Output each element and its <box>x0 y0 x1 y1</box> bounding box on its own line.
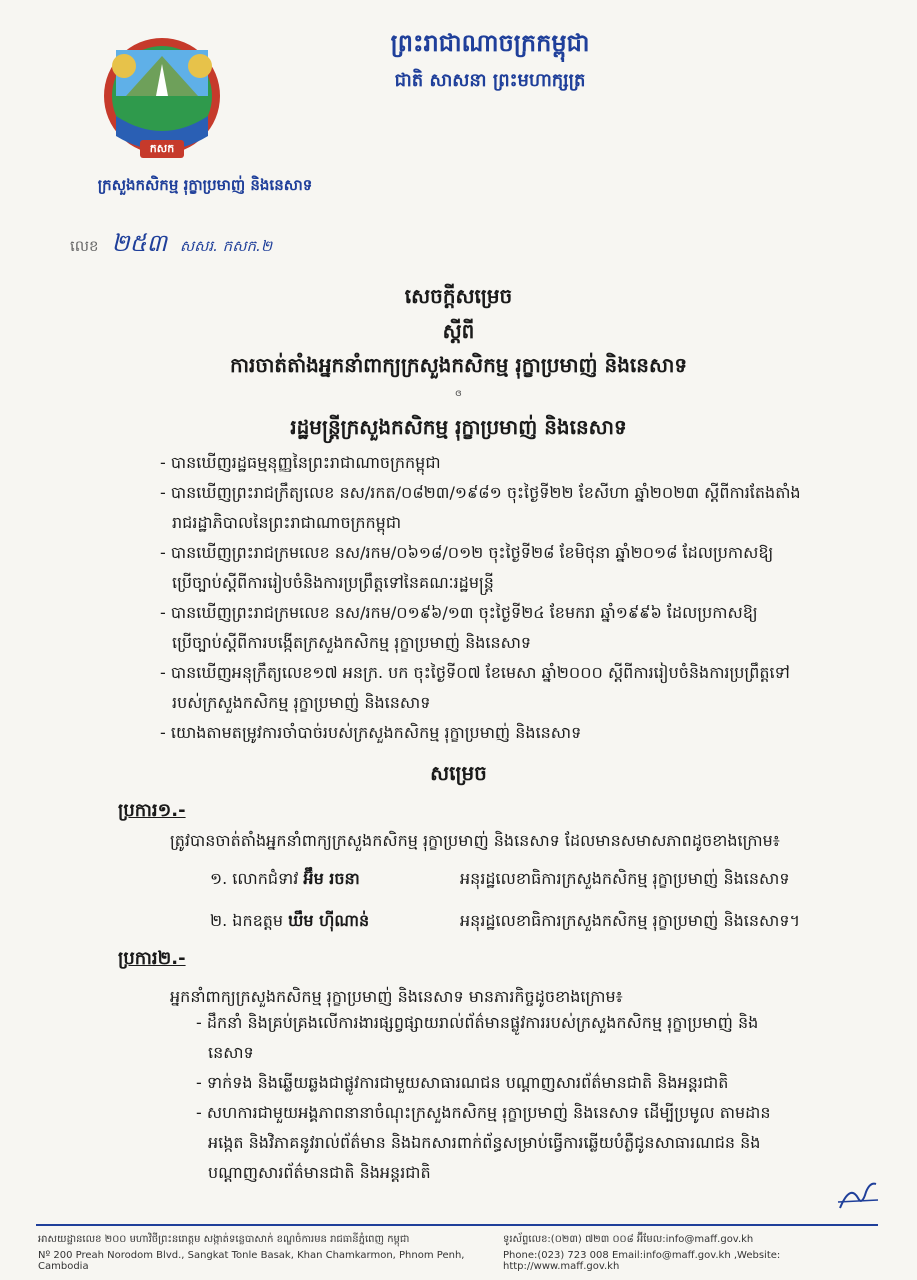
footer-contact-kh: ទូរស័ព្ទលេខ:(០២៣) ៧២៣ ០០៨ អ៊ីមែល:info@maff.gov.kh <box>503 1234 754 1245</box>
member-name: ឃឹម ហ៊ីណាន់ <box>288 911 370 930</box>
kingdom-title: ព្រះរាជាណាចក្រកម្ពុជា <box>390 29 590 57</box>
duty-item-cont: បណ្តាញសារព័ត៌មានជាតិ និងអន្តរជាតិ <box>208 1163 431 1182</box>
article1-label: ប្រការ១.- <box>118 800 186 821</box>
preamble-item-cont: ប្រើច្បាប់ស្តីពីការបង្កើតក្រសួងកសិកម្ម រុក្ខាប្រមាញ់ និងនេសាទ <box>172 633 532 652</box>
authority-title: រដ្ឋមន្ត្រីក្រសួងកសិកម្ម រុក្ខាប្រមាញ់ និងនេសាទ <box>290 415 627 439</box>
reference-number: ២៥៣ <box>111 229 168 257</box>
duty-item: - ដឹកនាំ និងគ្រប់គ្រងលើការងារផ្សព្វផ្សាយរាល់ព័ត៌មានផ្លូវការរបស់ក្រសួងកសិកម្ម រុក្ខាប្រមាញ់ និង <box>196 1008 876 1038</box>
logo-text: កសក <box>149 142 175 155</box>
footer-address-en: Nº 200 Preah Norodom Blvd., Sangkat Tonle Basak, Khan Chamkarmon, Phnom Penh, Cambodia <box>38 1250 465 1272</box>
preamble-item: - បានឃើញអនុក្រឹត្យលេខ១៧ អនក្រ. បក ចុះថ្ងៃទី០៧ ខែមេសា ឆ្នាំ២០០០ ស្តីពីការរៀបចំនិងការប្រព្រឹត្តទៅ <box>160 658 860 688</box>
preamble-item-cont: របស់ក្រសួងកសិកម្ម រុក្ខាប្រមាញ់ និងនេសាទ <box>172 693 431 712</box>
decision-title: សេចក្តីសម្រេច <box>404 284 513 308</box>
footer-contact-en: Phone:(023) 723 008 Email:info@maff.gov.kh ,Website: http://www.maff.gov.kh <box>503 1250 781 1272</box>
preamble-item-cont: ប្រើច្បាប់ស្តីពីការរៀបចំនិងការប្រព្រឹត្តទៅនៃគណៈរដ្ឋមន្ត្រី <box>172 573 494 592</box>
ministry-logo <box>96 36 228 164</box>
member-role: អនុរដ្ឋលេខាធិការក្រសួងកសិកម្ម រុក្ខាប្រមាញ់ និងនេសាទ <box>460 869 790 888</box>
decision-about: ស្តីពី <box>442 319 475 343</box>
decision-heading: សម្រេច <box>430 761 487 785</box>
member-name: អ៊ឹម រចនា <box>303 869 360 888</box>
preamble-item: - បានឃើញព្រះរាជក្រឹត្យលេខ នស/រកត/០៨២៣/១៩៨១ ចុះថ្ងៃទី២២ ខែសីហា ឆ្នាំ២០២៣ ស្តីពីការតែងតាំង <box>160 478 860 508</box>
preamble-item: - បានឃើញព្រះរាជក្រមលេខ នស/រកម/០៦១៨/០១២ ចុះថ្ងៃទី២៨ ខែមិថុនា ឆ្នាំ២០១៨ ដែលប្រកាសឱ្យ <box>160 538 860 568</box>
title-ornament: ɞ <box>455 388 462 399</box>
preamble <box>160 448 860 748</box>
article1-text: ត្រូវបានចាត់តាំងអ្នកនាំពាក្យក្រសួងកសិកម្ម រុក្ខាប្រមាញ់ និងនេសាទ ដែលមានសមាសភាពដូចខាងក្រោម៖ <box>170 831 780 850</box>
duty-item: - សហការជាមួយអង្គភាពនានាចំណុះក្រសួងកសិកម្ម រុក្ខាប្រមាញ់ និងនេសាទ ដើម្បីប្រមូល តាមដាន <box>196 1098 876 1128</box>
national-motto: ជាតិ សាសនា ព្រះមហាក្សត្រ <box>394 70 586 91</box>
preamble-item-cont: រាជរដ្ឋាភិបាលនៃព្រះរាជាណាចក្រកម្ពុជា <box>172 513 402 532</box>
member-row <box>210 864 890 894</box>
article2-label: ប្រការ២.- <box>118 948 186 969</box>
reference-suffix: សសរ. កសក.២ <box>179 237 273 255</box>
member-number: ១. <box>210 869 228 888</box>
member-title: លោកជំទាវ <box>232 869 299 888</box>
duty-item-cont: នេសាទ <box>208 1043 254 1062</box>
preamble-item: - យោងតាមតម្រូវការចាំបាច់របស់ក្រសួងកសិកម្ម រុក្ខាប្រមាញ់ និងនេសាទ <box>160 718 860 748</box>
footer-divider <box>36 1224 878 1226</box>
duty-item-cont: អង្កេត និងវិភាគនូវរាល់ព័ត៌មាន និងឯកសារពាក់ព័ន្ធសម្រាប់ធ្វើការឆ្លើយបំភ្លឺជូនសាធារណជន និង <box>208 1133 761 1152</box>
member-role: អនុរដ្ឋលេខាធិការក្រសួងកសិកម្ម រុក្ខាប្រមាញ់ និងនេសាទ។ <box>460 911 801 930</box>
member-title: ឯកឧត្តម <box>232 911 284 930</box>
reference-line <box>70 228 272 263</box>
decision-subject: ការចាត់តាំងអ្នកនាំពាក្យក្រសួងកសិកម្ម រុក្ខាប្រមាញ់ និងនេសាទ <box>229 353 688 377</box>
signature-initial <box>836 1178 880 1216</box>
duty-item: - ទាក់ទង និងឆ្លើយឆ្លងជាផ្លូវការជាមួយសាធារណជន បណ្តាញសារព័ត៌មានជាតិ និងអន្តរជាតិ <box>196 1068 876 1098</box>
preamble-item: - បានឃើញរដ្ឋធម្មនុញ្ញនៃព្រះរាជាណាចក្រកម្ពុជា <box>160 448 860 478</box>
member-row <box>210 906 890 936</box>
reference-label: លេខ <box>70 237 99 255</box>
ministry-name: ក្រសួងកសិកម្ម រុក្ខាប្រមាញ់ និងនេសាទ <box>97 176 313 194</box>
article2-duties <box>196 1008 876 1188</box>
article2-text: អ្នកនាំពាក្យក្រសួងកសិកម្ម រុក្ខាប្រមាញ់ និងនេសាទ មានភារកិច្ចដូចខាងក្រោម៖ <box>170 987 623 1006</box>
preamble-item: - បានឃើញព្រះរាជក្រមលេខ នស/រកម/០១៩៦/១៣ ចុះថ្ងៃទី២៤ ខែមករា ឆ្នាំ១៩៩៦ ដែលប្រកាសឱ្យ <box>160 598 860 628</box>
footer-address-kh: អាសយដ្ឋានលេខ ២០០ មហាវិថីព្រះនរោត្តម សង្កាត់ទន្លេបាសាក់ ខណ្ឌចំការមន រាជធានីភ្នំពេញ កម្ពុជា <box>38 1234 410 1245</box>
member-number: ២. <box>210 911 228 930</box>
